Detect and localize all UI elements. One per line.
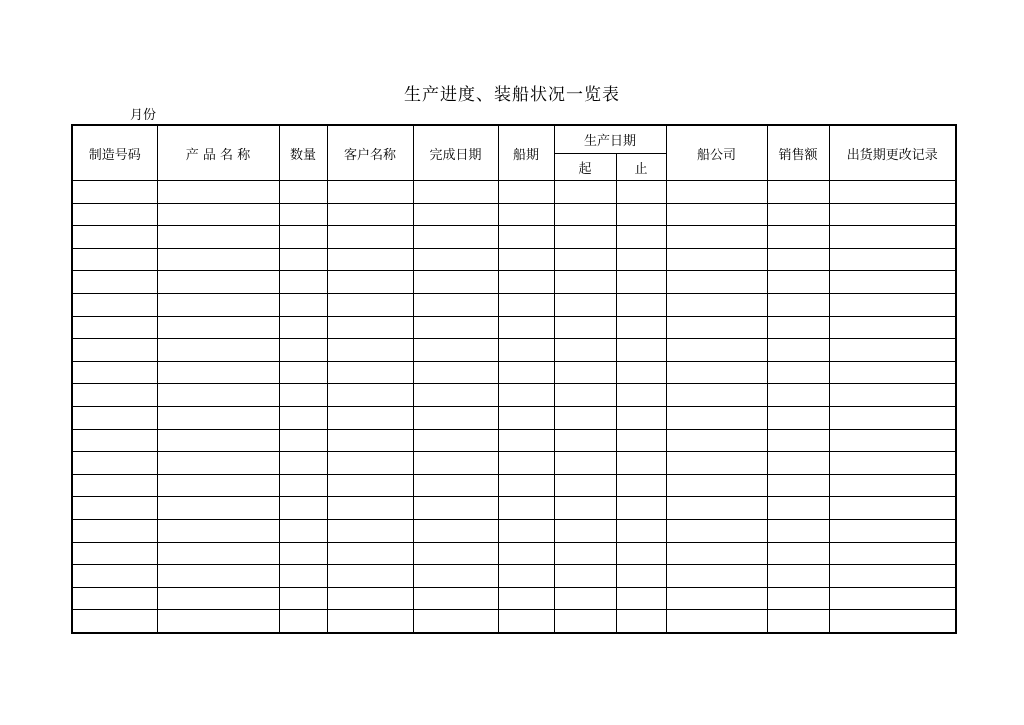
- table-cell[interactable]: [616, 248, 666, 271]
- table-row: [72, 610, 956, 633]
- table-cell[interactable]: [413, 587, 498, 610]
- table-cell[interactable]: [554, 406, 616, 429]
- table-cell[interactable]: [554, 610, 616, 633]
- table-cell[interactable]: [554, 181, 616, 204]
- table-cell[interactable]: [72, 316, 157, 339]
- table-cell[interactable]: [767, 587, 829, 610]
- table-cell[interactable]: [157, 587, 279, 610]
- header-production-date: 生产日期: [554, 125, 666, 154]
- header-production-end: 止: [616, 154, 666, 181]
- table-cell[interactable]: [413, 181, 498, 204]
- table-row: [72, 181, 956, 204]
- table-cell[interactable]: [72, 452, 157, 475]
- table-cell[interactable]: [829, 587, 956, 610]
- table-cell[interactable]: [279, 361, 327, 384]
- table-cell[interactable]: [327, 497, 413, 520]
- table-cell[interactable]: [157, 226, 279, 249]
- table-cell[interactable]: [666, 429, 767, 452]
- table-cell[interactable]: [554, 542, 616, 565]
- table-cell[interactable]: [413, 565, 498, 588]
- table-cell[interactable]: [767, 181, 829, 204]
- table-row: [72, 271, 956, 294]
- table-row: [72, 519, 956, 542]
- table-cell[interactable]: [767, 339, 829, 362]
- table-cell[interactable]: [767, 316, 829, 339]
- table-row: [72, 587, 956, 610]
- table-cell[interactable]: [413, 361, 498, 384]
- table-cell[interactable]: [279, 610, 327, 633]
- table-cell[interactable]: [616, 474, 666, 497]
- table-cell[interactable]: [279, 248, 327, 271]
- table-cell[interactable]: [554, 361, 616, 384]
- table-cell[interactable]: [666, 474, 767, 497]
- table-cell[interactable]: [616, 203, 666, 226]
- table-cell[interactable]: [279, 474, 327, 497]
- header-order-no: 制造号码: [72, 125, 157, 181]
- table-cell[interactable]: [413, 452, 498, 475]
- table-cell[interactable]: [498, 565, 554, 588]
- table-cell[interactable]: [554, 519, 616, 542]
- table-cell[interactable]: [767, 271, 829, 294]
- table-cell[interactable]: [72, 293, 157, 316]
- table-cell[interactable]: [279, 429, 327, 452]
- table-cell[interactable]: [666, 565, 767, 588]
- table-cell[interactable]: [829, 452, 956, 475]
- table-cell[interactable]: [279, 406, 327, 429]
- table-cell[interactable]: [72, 339, 157, 362]
- table-cell[interactable]: [829, 203, 956, 226]
- table-row: [72, 452, 956, 475]
- table-cell[interactable]: [157, 406, 279, 429]
- table-cell[interactable]: [327, 519, 413, 542]
- table-cell[interactable]: [498, 248, 554, 271]
- table-cell[interactable]: [413, 406, 498, 429]
- table-cell[interactable]: [279, 226, 327, 249]
- document-title: 生产进度、装船状况一览表: [404, 85, 620, 105]
- table-cell[interactable]: [327, 248, 413, 271]
- table-cell[interactable]: [157, 316, 279, 339]
- table-cell[interactable]: [72, 565, 157, 588]
- table-cell[interactable]: [616, 406, 666, 429]
- table-cell[interactable]: [413, 271, 498, 294]
- table-cell[interactable]: [327, 339, 413, 362]
- table-cell[interactable]: [279, 565, 327, 588]
- table-cell[interactable]: [829, 293, 956, 316]
- table-cell[interactable]: [554, 271, 616, 294]
- table-cell[interactable]: [327, 271, 413, 294]
- table-cell[interactable]: [327, 587, 413, 610]
- table-cell[interactable]: [157, 452, 279, 475]
- table-cell[interactable]: [616, 384, 666, 407]
- table-cell[interactable]: [498, 271, 554, 294]
- table-cell[interactable]: [666, 406, 767, 429]
- table-cell[interactable]: [413, 248, 498, 271]
- production-shipping-table: [71, 124, 957, 634]
- table-cell[interactable]: [498, 497, 554, 520]
- table-cell[interactable]: [666, 181, 767, 204]
- table-cell[interactable]: [72, 474, 157, 497]
- table-cell[interactable]: [666, 271, 767, 294]
- table-cell[interactable]: [829, 497, 956, 520]
- table-cell[interactable]: [829, 248, 956, 271]
- table-cell[interactable]: [327, 474, 413, 497]
- table-cell[interactable]: [616, 339, 666, 362]
- table-cell[interactable]: [327, 452, 413, 475]
- table-cell[interactable]: [327, 226, 413, 249]
- header-shipping-date: 船期: [498, 125, 554, 181]
- table-row: [72, 497, 956, 520]
- table-cell[interactable]: [666, 316, 767, 339]
- table-cell[interactable]: [498, 452, 554, 475]
- table-cell[interactable]: [413, 497, 498, 520]
- table-cell[interactable]: [829, 610, 956, 633]
- table-row: [72, 429, 956, 452]
- table-cell[interactable]: [327, 610, 413, 633]
- table-cell[interactable]: [829, 226, 956, 249]
- table-cell[interactable]: [616, 181, 666, 204]
- table-cell[interactable]: [829, 474, 956, 497]
- table-cell[interactable]: [72, 542, 157, 565]
- table-cell[interactable]: [616, 271, 666, 294]
- table-cell[interactable]: [157, 542, 279, 565]
- header-sales-amount: 销售额: [767, 125, 829, 181]
- table-cell[interactable]: [498, 203, 554, 226]
- table-cell[interactable]: [829, 519, 956, 542]
- table-cell[interactable]: [72, 610, 157, 633]
- table-cell[interactable]: [767, 497, 829, 520]
- table-cell[interactable]: [767, 474, 829, 497]
- table-cell[interactable]: [279, 203, 327, 226]
- table-cell[interactable]: [554, 226, 616, 249]
- table-cell[interactable]: [767, 542, 829, 565]
- table-row: [72, 406, 956, 429]
- table-cell[interactable]: [554, 293, 616, 316]
- table-cell[interactable]: [327, 203, 413, 226]
- table-cell[interactable]: [616, 542, 666, 565]
- table-cell[interactable]: [327, 361, 413, 384]
- table-header: [72, 125, 956, 181]
- table-cell[interactable]: [829, 565, 956, 588]
- table-cell[interactable]: [554, 587, 616, 610]
- table-cell[interactable]: [498, 293, 554, 316]
- table-cell[interactable]: [279, 384, 327, 407]
- header-shipping-company: 船公司: [666, 125, 767, 181]
- header-production-start: 起: [554, 154, 616, 181]
- table-cell[interactable]: [72, 519, 157, 542]
- table-cell[interactable]: [279, 316, 327, 339]
- table-cell[interactable]: [72, 497, 157, 520]
- table-cell[interactable]: [72, 361, 157, 384]
- table-cell[interactable]: [829, 339, 956, 362]
- table-cell[interactable]: [279, 542, 327, 565]
- table-cell[interactable]: [498, 226, 554, 249]
- table-cell[interactable]: [157, 565, 279, 588]
- table-cell[interactable]: [554, 429, 616, 452]
- table-cell[interactable]: [616, 226, 666, 249]
- table-cell[interactable]: [554, 316, 616, 339]
- table-cell[interactable]: [498, 542, 554, 565]
- table-cell[interactable]: [616, 429, 666, 452]
- table-cell[interactable]: [279, 339, 327, 362]
- table-cell[interactable]: [616, 565, 666, 588]
- table-cell[interactable]: [413, 203, 498, 226]
- table-cell[interactable]: [616, 452, 666, 475]
- table-cell[interactable]: [413, 384, 498, 407]
- table-cell[interactable]: [327, 384, 413, 407]
- table-cell[interactable]: [554, 203, 616, 226]
- table-cell[interactable]: [157, 610, 279, 633]
- table-cell[interactable]: [554, 452, 616, 475]
- table-cell[interactable]: [666, 610, 767, 633]
- table-cell[interactable]: [157, 339, 279, 362]
- table-cell[interactable]: [666, 497, 767, 520]
- table-cell[interactable]: [616, 361, 666, 384]
- table-cell[interactable]: [498, 384, 554, 407]
- table-cell[interactable]: [498, 610, 554, 633]
- table-cell[interactable]: [279, 519, 327, 542]
- table-cell[interactable]: [279, 271, 327, 294]
- table-cell[interactable]: [666, 587, 767, 610]
- table-cell[interactable]: [157, 519, 279, 542]
- table-cell[interactable]: [413, 542, 498, 565]
- table-cell[interactable]: [279, 181, 327, 204]
- table-cell[interactable]: [616, 610, 666, 633]
- table-cell[interactable]: [327, 181, 413, 204]
- table-cell[interactable]: [72, 587, 157, 610]
- table-cell[interactable]: [157, 203, 279, 226]
- table-row: [72, 293, 956, 316]
- table-cell[interactable]: [829, 271, 956, 294]
- table-cell[interactable]: [157, 384, 279, 407]
- table-cell[interactable]: [72, 181, 157, 204]
- table-cell[interactable]: [157, 474, 279, 497]
- table-cell[interactable]: [666, 452, 767, 475]
- table-cell[interactable]: [279, 497, 327, 520]
- table-cell[interactable]: [327, 542, 413, 565]
- table-cell[interactable]: [413, 610, 498, 633]
- table-cell[interactable]: [413, 519, 498, 542]
- table-cell[interactable]: [327, 316, 413, 339]
- table-cell[interactable]: [157, 271, 279, 294]
- table-cell[interactable]: [767, 429, 829, 452]
- table-cell[interactable]: [829, 429, 956, 452]
- table-cell[interactable]: [616, 587, 666, 610]
- header-delivery-change-log: 出货期更改记录: [829, 125, 956, 181]
- table-cell[interactable]: [498, 429, 554, 452]
- table-cell[interactable]: [829, 316, 956, 339]
- table-cell[interactable]: [666, 384, 767, 407]
- table-cell[interactable]: [279, 293, 327, 316]
- table-cell[interactable]: [72, 203, 157, 226]
- table-cell[interactable]: [413, 339, 498, 362]
- table-cell[interactable]: [767, 361, 829, 384]
- table-cell[interactable]: [554, 565, 616, 588]
- table-cell[interactable]: [157, 181, 279, 204]
- table-row: [72, 565, 956, 588]
- table-cell[interactable]: [829, 542, 956, 565]
- table-cell[interactable]: [498, 519, 554, 542]
- table-cell[interactable]: [327, 406, 413, 429]
- table-cell[interactable]: [327, 565, 413, 588]
- table-cell[interactable]: [829, 406, 956, 429]
- table-cell[interactable]: [279, 587, 327, 610]
- table-cell[interactable]: [498, 361, 554, 384]
- table-row: [72, 316, 956, 339]
- table-cell[interactable]: [413, 474, 498, 497]
- table-cell[interactable]: [157, 248, 279, 271]
- table-cell[interactable]: [767, 406, 829, 429]
- table-cell[interactable]: [72, 226, 157, 249]
- table-cell[interactable]: [498, 316, 554, 339]
- table-cell[interactable]: [279, 452, 327, 475]
- table-cell[interactable]: [498, 587, 554, 610]
- table-cell[interactable]: [666, 293, 767, 316]
- table-cell[interactable]: [157, 429, 279, 452]
- header-product-name: 产 品 名 称: [157, 125, 279, 181]
- table-cell[interactable]: [767, 452, 829, 475]
- table-cell[interactable]: [616, 497, 666, 520]
- table-cell[interactable]: [72, 429, 157, 452]
- month-label: 月份: [130, 108, 157, 123]
- table-cell[interactable]: [616, 519, 666, 542]
- table-cell[interactable]: [498, 406, 554, 429]
- table-cell[interactable]: [767, 384, 829, 407]
- table-cell[interactable]: [413, 293, 498, 316]
- table-row: [72, 361, 956, 384]
- table-cell[interactable]: [829, 181, 956, 204]
- header-quantity: 数量: [279, 125, 327, 181]
- table-cell[interactable]: [72, 248, 157, 271]
- table-cell[interactable]: [666, 542, 767, 565]
- table-cell[interactable]: [767, 203, 829, 226]
- table-row: [72, 542, 956, 565]
- table-row: [72, 226, 956, 249]
- table-cell[interactable]: [413, 226, 498, 249]
- table-cell[interactable]: [327, 429, 413, 452]
- table-cell[interactable]: [498, 181, 554, 204]
- table-cell[interactable]: [767, 248, 829, 271]
- table-row: [72, 474, 956, 497]
- table-cell[interactable]: [498, 339, 554, 362]
- table-cell[interactable]: [616, 316, 666, 339]
- header-customer-name: 客户名称: [327, 125, 413, 181]
- table-cell[interactable]: [554, 248, 616, 271]
- table-cell[interactable]: [666, 248, 767, 271]
- table-cell[interactable]: [767, 293, 829, 316]
- table-cell[interactable]: [554, 497, 616, 520]
- table-cell[interactable]: [157, 497, 279, 520]
- table-cell[interactable]: [666, 203, 767, 226]
- table-cell[interactable]: [498, 474, 554, 497]
- table-cell[interactable]: [767, 610, 829, 633]
- table-row: [72, 339, 956, 362]
- table-cell[interactable]: [829, 384, 956, 407]
- table-row: [72, 203, 956, 226]
- header-completion-date: 完成日期: [413, 125, 498, 181]
- table-cell[interactable]: [829, 361, 956, 384]
- table-cell[interactable]: [554, 474, 616, 497]
- table-cell[interactable]: [157, 293, 279, 316]
- table-cell[interactable]: [666, 519, 767, 542]
- table-cell[interactable]: [666, 226, 767, 249]
- table-body: [72, 181, 956, 633]
- table-cell[interactable]: [616, 293, 666, 316]
- table-cell[interactable]: [554, 339, 616, 362]
- table-cell[interactable]: [666, 339, 767, 362]
- table-cell[interactable]: [413, 429, 498, 452]
- table-cell[interactable]: [413, 316, 498, 339]
- table-cell[interactable]: [767, 565, 829, 588]
- table-row: [72, 248, 956, 271]
- table-cell[interactable]: [72, 384, 157, 407]
- table-cell[interactable]: [157, 361, 279, 384]
- table-cell[interactable]: [327, 293, 413, 316]
- table-cell[interactable]: [554, 384, 616, 407]
- table-cell[interactable]: [767, 226, 829, 249]
- table-cell[interactable]: [767, 519, 829, 542]
- table-row: [72, 384, 956, 407]
- table-cell[interactable]: [666, 361, 767, 384]
- table-cell[interactable]: [72, 406, 157, 429]
- table-cell[interactable]: [72, 271, 157, 294]
